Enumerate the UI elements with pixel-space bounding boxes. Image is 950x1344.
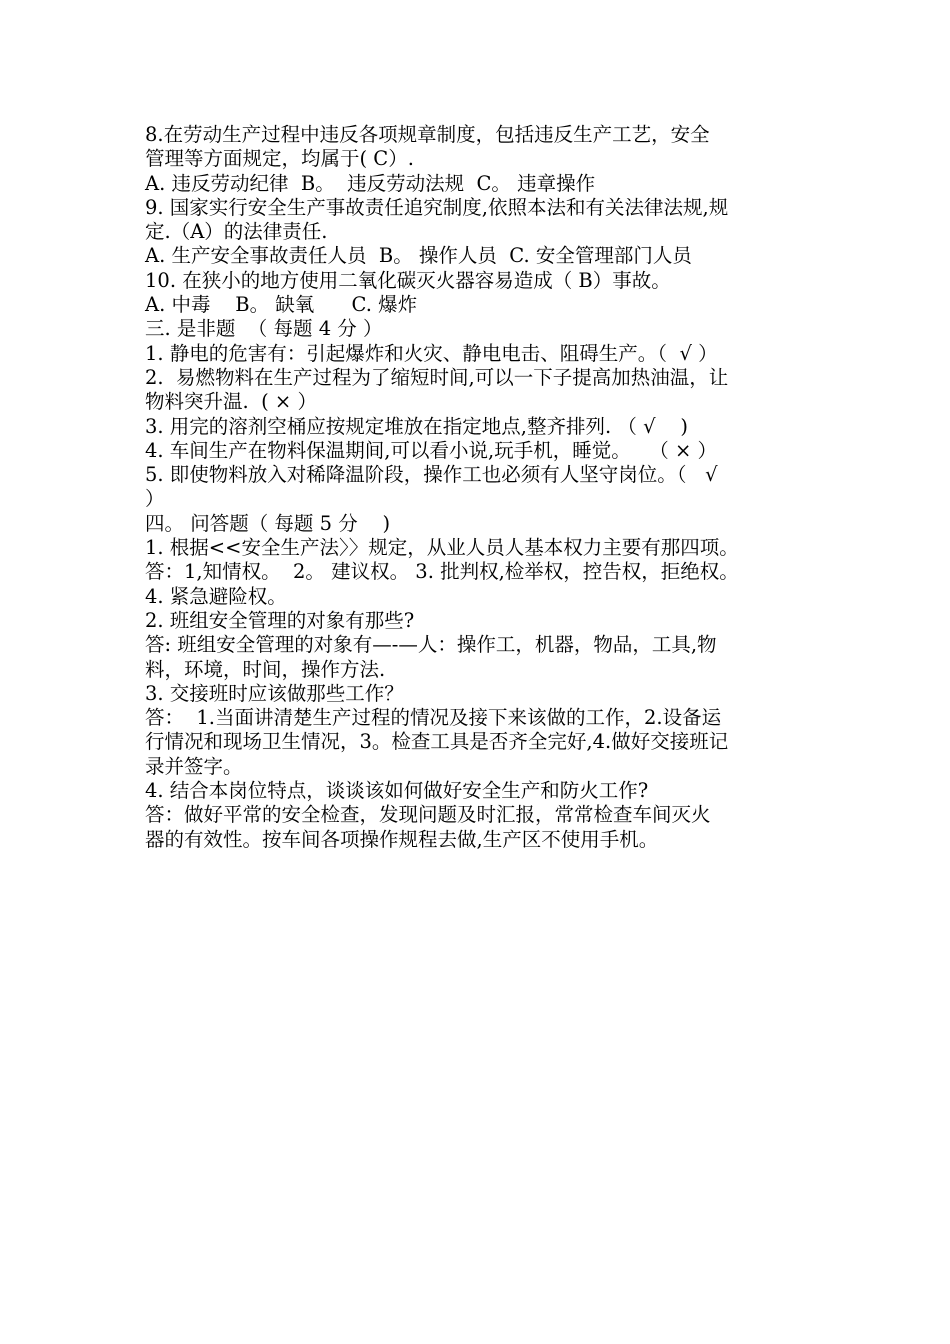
- text-line: 9. 国家实行安全生产事故责任追究制度,依照本法和有关法律法规,规: [145, 195, 729, 219]
- text-line: 1. 静电的危害有：引起爆炸和火灾、静电电击、阻碍生产。（ √ ）: [145, 341, 718, 365]
- text-line: 10. 在狭小的地方使用二氧化碳灭火器容易造成（ B）事故。: [145, 268, 671, 292]
- text-line: 4. 结合本岗位特点，谈谈该如何做好安全生产和防火工作?: [145, 779, 649, 803]
- text-line: 录并签字。: [145, 754, 243, 778]
- text-line: A. 违反劳动纪律 B。 违反劳动法规 C。 违章操作: [145, 171, 596, 195]
- text-line: 答： 1.当面讲清楚生产过程的情况及接下来该做的工作，2.设备运: [145, 706, 722, 730]
- text-line: 2. 易燃物料在生产过程为了缩短时间,可以一下子提高加热油温，让: [145, 365, 729, 389]
- text-line: 器的有效性。按车间各项操作规程去做,生产区不使用手机。: [145, 827, 659, 851]
- text-line: 2. 班组安全管理的对象有那些?: [145, 608, 415, 632]
- text-line: 行情况和现场卫生情况，3。检查工具是否齐全完好,4.做好交接班记: [145, 730, 729, 754]
- text-line: 定.（A）的法律责任.: [145, 220, 328, 244]
- text-line: 4. 车间生产在物料保温期间,可以看小说,玩手机，睡觉。 （ × ）: [145, 438, 718, 462]
- text-line: 答：做好平常的安全检查，发现问题及时汇报，常常检查车间灭火: [145, 803, 711, 827]
- text-line: A. 生产安全事故责任人员 B。 操作人员 C. 安全管理部门人员: [145, 244, 692, 268]
- text-line: A. 中毒 B。 缺氧 C. 爆炸: [145, 293, 418, 317]
- text-line: 答：1,知情权。 2。 建议权。 3. 批判权,检举权，控告权，拒绝权。: [145, 560, 739, 584]
- text-line: 物料突升温. ( × ）: [145, 390, 317, 414]
- text-line: 管理等方面规定，均属于( C）.: [145, 147, 414, 171]
- text-line: 4. 紧急避险权。: [145, 584, 287, 608]
- section-heading: 四。 问答题（ 每题 5 分 ): [145, 511, 391, 535]
- text-line: 3. 用完的溶剂空桶应按规定堆放在指定地点,整齐排列. （ √ ): [145, 414, 688, 438]
- section-heading: 三. 是非题 （ 每题 4 分 ）: [145, 317, 383, 341]
- document-page: [145, 123, 810, 852]
- text-line: ）: [145, 487, 165, 511]
- text-line: 8.在劳动生产过程中违反各项规章制度，包括违反生产工艺，安全: [145, 123, 710, 146]
- text-line: 料，环境，时间，操作方法.: [145, 657, 386, 681]
- text-line: 1. 根据<<安全生产法〉〉规定，从业人员人基本权力主要有那四项。: [145, 536, 739, 560]
- text-line: 3. 交接班时应该做那些工作？: [145, 681, 404, 705]
- text-line: 答: 班组安全管理的对象有—-—人：操作工，机器，物品，工具,物: [145, 633, 717, 657]
- text-line: 5. 即使物料放入对稀降温阶段，操作工也必须有人坚守岗位。（ √: [145, 463, 718, 487]
